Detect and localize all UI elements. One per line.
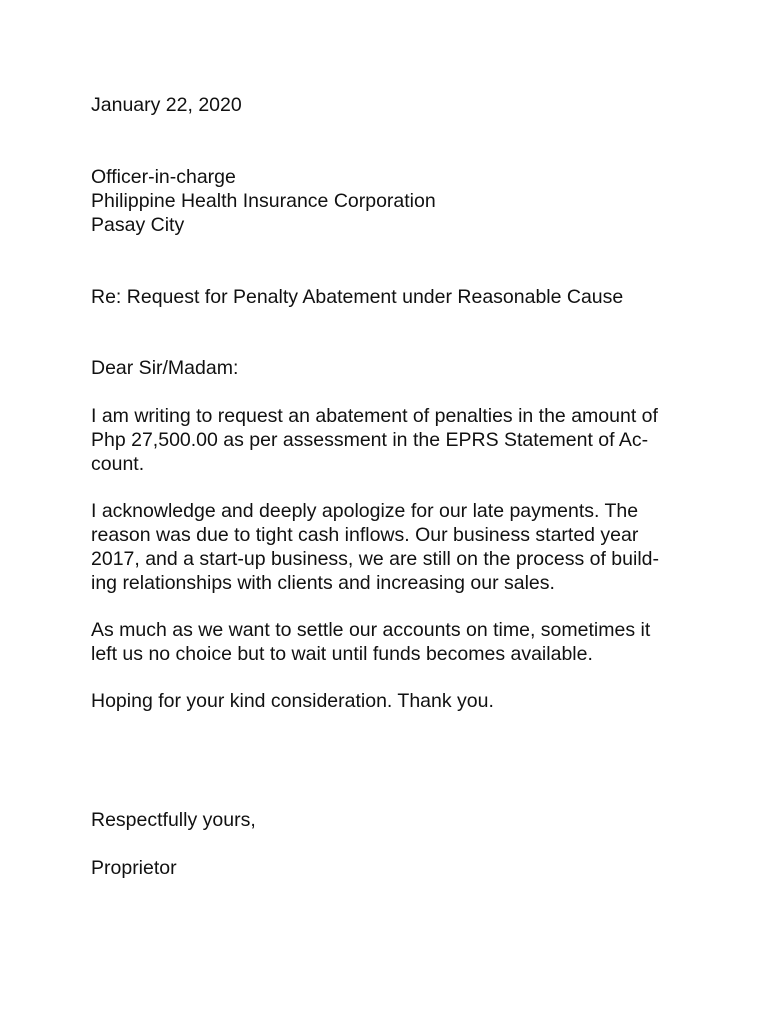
letter-closing: Respectfully yours, [91,809,256,831]
letter-signatory: Proprietor [91,857,177,879]
paragraph-line: 2017, and a start-up business, we are still on the process of build- [91,548,659,570]
recipient-title: Officer-in-charge [91,166,236,188]
paragraph-line: Hoping for your kind consideration. Thank you. [91,690,494,712]
paragraph-line: reason was due to tight cash inflows. Our business started year [91,524,639,546]
letter-salutation: Dear Sir/Madam: [91,357,239,379]
paragraph-line: I acknowledge and deeply apologize for our late payments. The [91,500,639,522]
recipient-city: Pasay City [91,214,185,236]
paragraph-line: left us no choice but to wait until funds becomes available. [91,643,593,665]
paragraph-line: I am writing to request an abatement of penalties in the amount of [91,405,658,427]
paragraph-line: count. [91,453,145,475]
letter-date: January 22, 2020 [91,94,242,116]
recipient-organization: Philippine Health Insurance Corporation [91,190,436,212]
paragraph-line: ing relationships with clients and increasing our sales. [91,572,555,594]
paragraph-line: As much as we want to settle our accounts on time, sometimes it [91,619,651,641]
letter-subject: Re: Request for Penalty Abatement under Reasonable Cause [91,286,624,308]
paragraph-line: Php 27,500.00 as per assessment in the EPRS Statement of Ac- [91,429,649,451]
